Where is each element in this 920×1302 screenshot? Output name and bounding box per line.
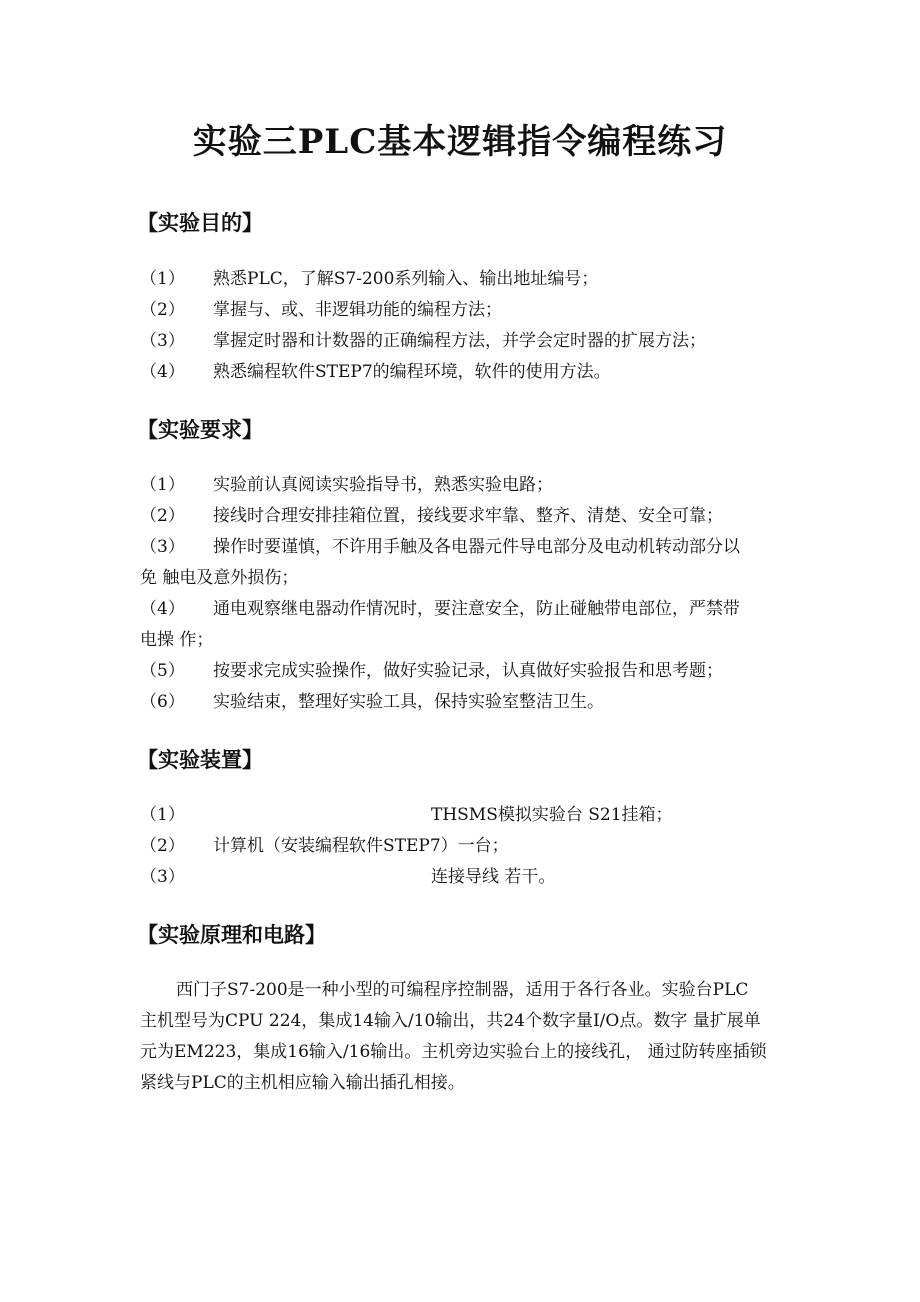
- item-number: （1）: [140, 269, 185, 289]
- item-text: 掌握与、或、非逻辑功能的编程方法；: [213, 300, 502, 320]
- paragraph-line: 元为EM223，集成16输入/16输出。主机旁边实验台上的接线孔， 通过防转座插锁: [140, 1042, 767, 1062]
- purpose-item-2: [140, 295, 800, 326]
- item-text: 实验结束，整理好实验工具，保持实验室整洁卫生。: [213, 692, 604, 712]
- item-number: （3）: [140, 867, 185, 887]
- item-number: （6）: [140, 692, 185, 712]
- item-text: 连接导线 若干。: [431, 867, 556, 887]
- paragraph-line: 主机型号为CPU 224，集成14输入/10输出，共24个数字量I/O点。数字 量扩展单: [140, 1011, 761, 1031]
- section-heading-requirements: 【实验要求】: [137, 417, 263, 442]
- section-heading-principle: 【实验原理和电路】: [137, 922, 326, 947]
- section-heading-equipment: 【实验装置】: [137, 747, 263, 772]
- equipment-item-3: [140, 862, 800, 893]
- paragraph-line: 西门子S7-200是一种小型的可编程序控制器，适用于各行各业。实验台PLC: [176, 980, 749, 1000]
- item-number: （4）: [140, 362, 185, 382]
- principle-paragraph: [140, 975, 800, 1099]
- requirement-item-4-continuation: 电操 作；: [140, 630, 214, 650]
- requirement-item-3-continuation: 免 触电及意外损伤；: [140, 568, 299, 588]
- item-text: 按要求完成实验操作，做好实验记录，认真做好实验报告和思考题；: [213, 661, 723, 681]
- item-text: 实验前认真阅读实验指导书，熟悉实验电路；: [213, 475, 553, 495]
- document-title: 实验三PLC基本逻辑指令编程练习: [192, 122, 728, 162]
- item-number: （2）: [140, 836, 185, 856]
- paragraph-line: 紧线与PLC的主机相应输入输出插孔相接。: [140, 1073, 465, 1093]
- item-number: （2）: [140, 506, 185, 526]
- item-text: THSMS模拟实验台 S21挂箱；: [431, 805, 673, 825]
- requirement-item-3: [140, 532, 800, 563]
- requirement-item-1: [140, 470, 800, 501]
- purpose-item-1: [140, 264, 800, 295]
- item-text: 计算机（安装编程软件STEP7）一台；: [213, 836, 509, 856]
- item-text: 熟悉PLC，了解S7-200系列输入、输出地址编号；: [213, 269, 599, 289]
- section-heading-purpose: 【实验目的】: [137, 210, 263, 235]
- item-text: 接线时合理安排挂箱位置，接线要求牢靠、整齐、清楚、安全可靠；: [213, 506, 723, 526]
- item-number: （1）: [140, 475, 185, 495]
- item-text: 操作时要谨慎，不许用手触及各电器元件导电部分及电动机转动部分以: [213, 537, 740, 557]
- item-number: （5）: [140, 661, 185, 681]
- item-number: （2）: [140, 300, 185, 320]
- item-number: （4）: [140, 599, 185, 619]
- item-number: （3）: [140, 331, 185, 351]
- requirement-item-4: [140, 594, 800, 625]
- purpose-item-4: [140, 357, 800, 388]
- item-number: （3）: [140, 537, 185, 557]
- item-text: 掌握定时器和计数器的正确编程方法，并学会定时器的扩展方法；: [213, 331, 706, 351]
- equipment-item-1: [140, 800, 800, 831]
- requirement-item-6: [140, 687, 800, 718]
- item-text: 熟悉编程软件STEP7的编程环境，软件的使用方法。: [213, 362, 611, 382]
- requirement-item-5: [140, 656, 800, 687]
- item-number: （1）: [140, 805, 185, 825]
- item-text: 通电观察继电器动作情况时，要注意安全，防止碰触带电部位，严禁带: [213, 599, 740, 619]
- requirement-item-2: [140, 501, 800, 532]
- purpose-item-3: [140, 326, 800, 357]
- equipment-item-2: [140, 831, 800, 862]
